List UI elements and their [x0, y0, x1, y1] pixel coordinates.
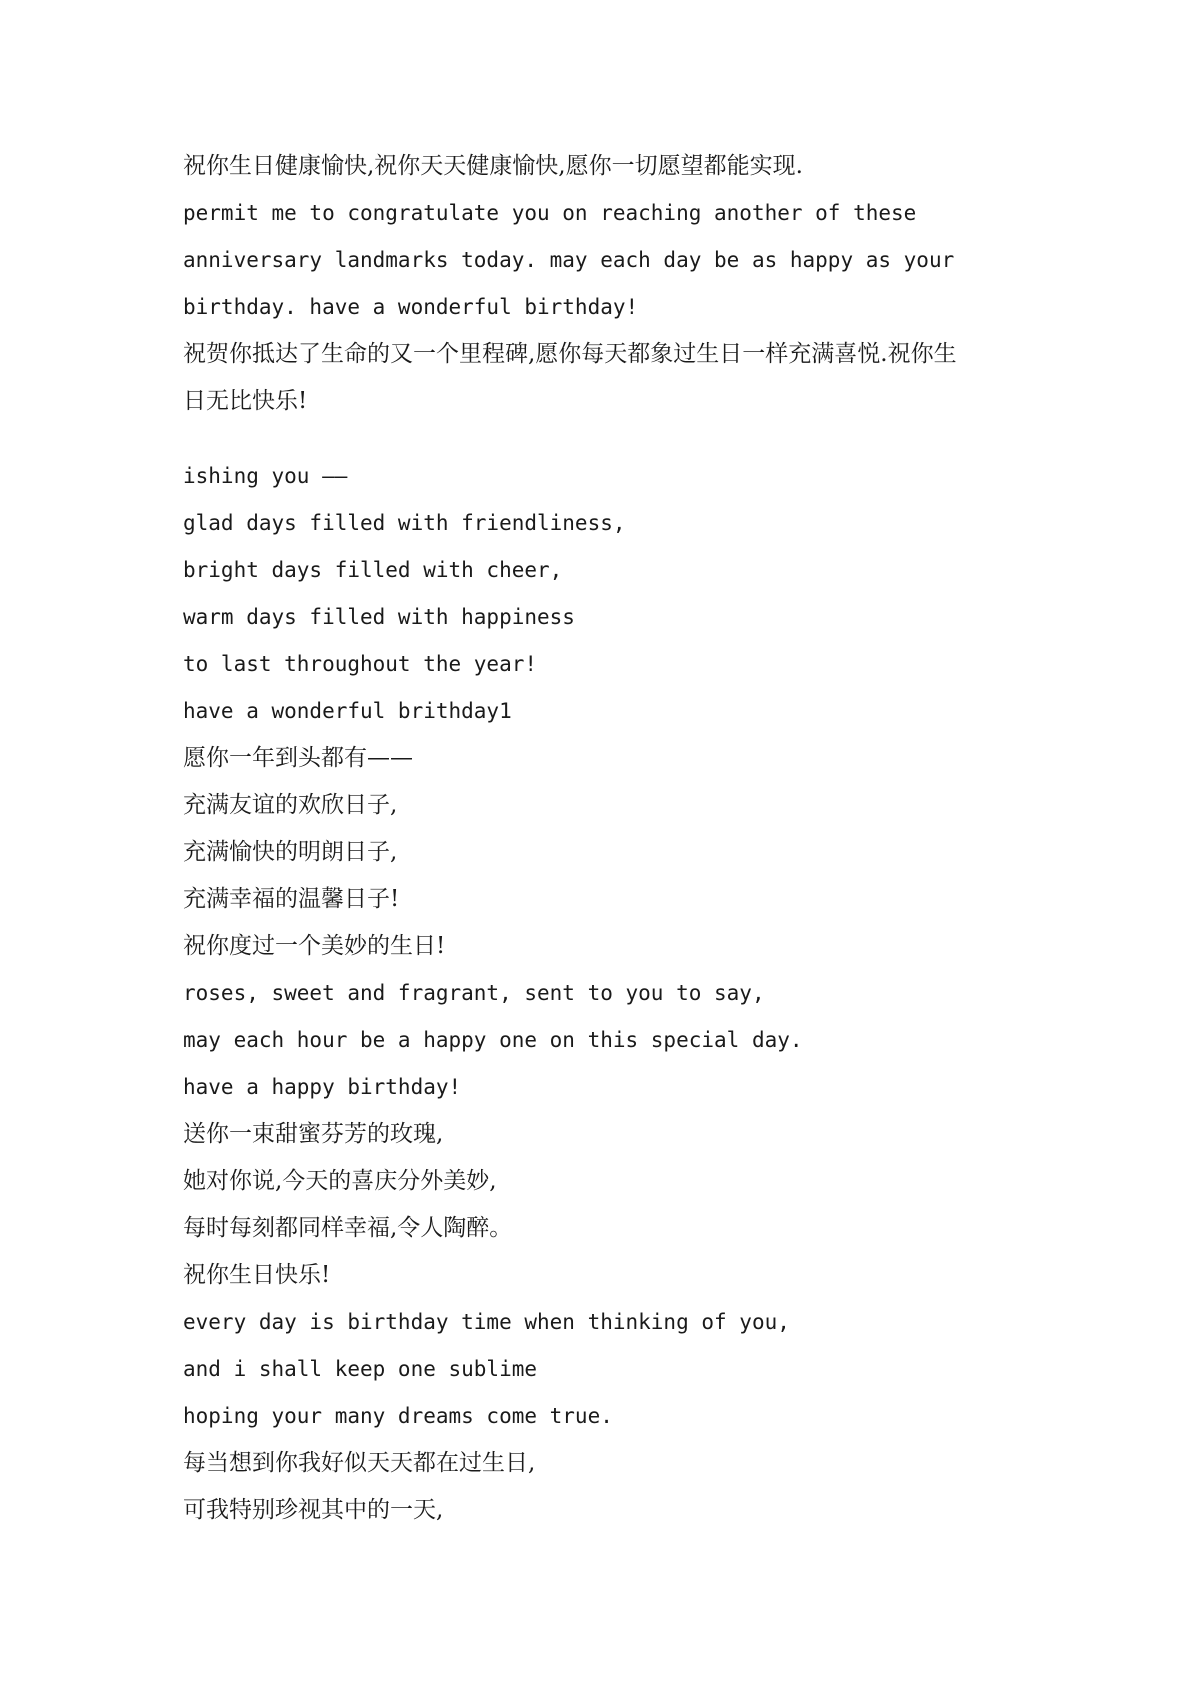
- text-line: 充满愉快的明朗日子,: [183, 839, 398, 865]
- text-line: 祝你度过一个美妙的生日!: [183, 933, 446, 959]
- text-line: 每时每刻都同样幸福,令人陶醉。: [183, 1215, 513, 1241]
- text-line: anniversary landmarks today. may each day be as happy as your: [183, 248, 955, 272]
- text-line: 祝你生日健康愉快,祝你天天健康愉快,愿你一切愿望都能实现.: [183, 153, 803, 179]
- text-line: 可我特别珍视其中的一天,: [183, 1497, 444, 1523]
- text-line: ishing you ——: [183, 464, 348, 488]
- text-line: every day is birthday time when thinking of you,: [183, 1310, 790, 1334]
- text-line: may each hour be a happy one on this special day.: [183, 1028, 803, 1052]
- text-line: 充满友谊的欢欣日子,: [183, 792, 398, 818]
- text-line: hoping your many dreams come true.: [183, 1404, 613, 1428]
- text-line: have a happy birthday!: [183, 1075, 462, 1099]
- text-line: 祝你生日快乐!: [183, 1262, 331, 1288]
- text-line: bright days filled with cheer,: [183, 558, 563, 582]
- text-line: 愿你一年到头都有——: [183, 745, 413, 771]
- text-line: 她对你说,今天的喜庆分外美妙,: [183, 1168, 497, 1194]
- text-line: and i shall keep one sublime: [183, 1357, 538, 1381]
- text-line: 日无比快乐!: [183, 388, 308, 414]
- text-line: to last throughout the year!: [183, 652, 538, 676]
- text-line: have a wonderful brithday1: [183, 699, 512, 723]
- paragraph-gap: [183, 425, 1023, 453]
- text-line: permit me to congratulate you on reaching another of these: [183, 201, 917, 225]
- text-line: birthday. have a wonderful birthday!: [183, 295, 639, 319]
- text-line: 祝贺你抵达了生命的又一个里程碑,愿你每天都象过生日一样充满喜悦.祝你生: [183, 341, 957, 367]
- text-line: roses, sweet and fragrant, sent to you to say,: [183, 981, 765, 1005]
- text-line: 送你一束甜蜜芬芳的玫瑰,: [183, 1121, 444, 1147]
- text-line: 每当想到你我好似天天都在过生日,: [183, 1450, 536, 1476]
- text-line: warm days filled with happiness: [183, 605, 575, 629]
- text-line: 充满幸福的温馨日子!: [183, 886, 400, 912]
- document-body: [183, 143, 1023, 1534]
- text-line: glad days filled with friendliness,: [183, 511, 626, 535]
